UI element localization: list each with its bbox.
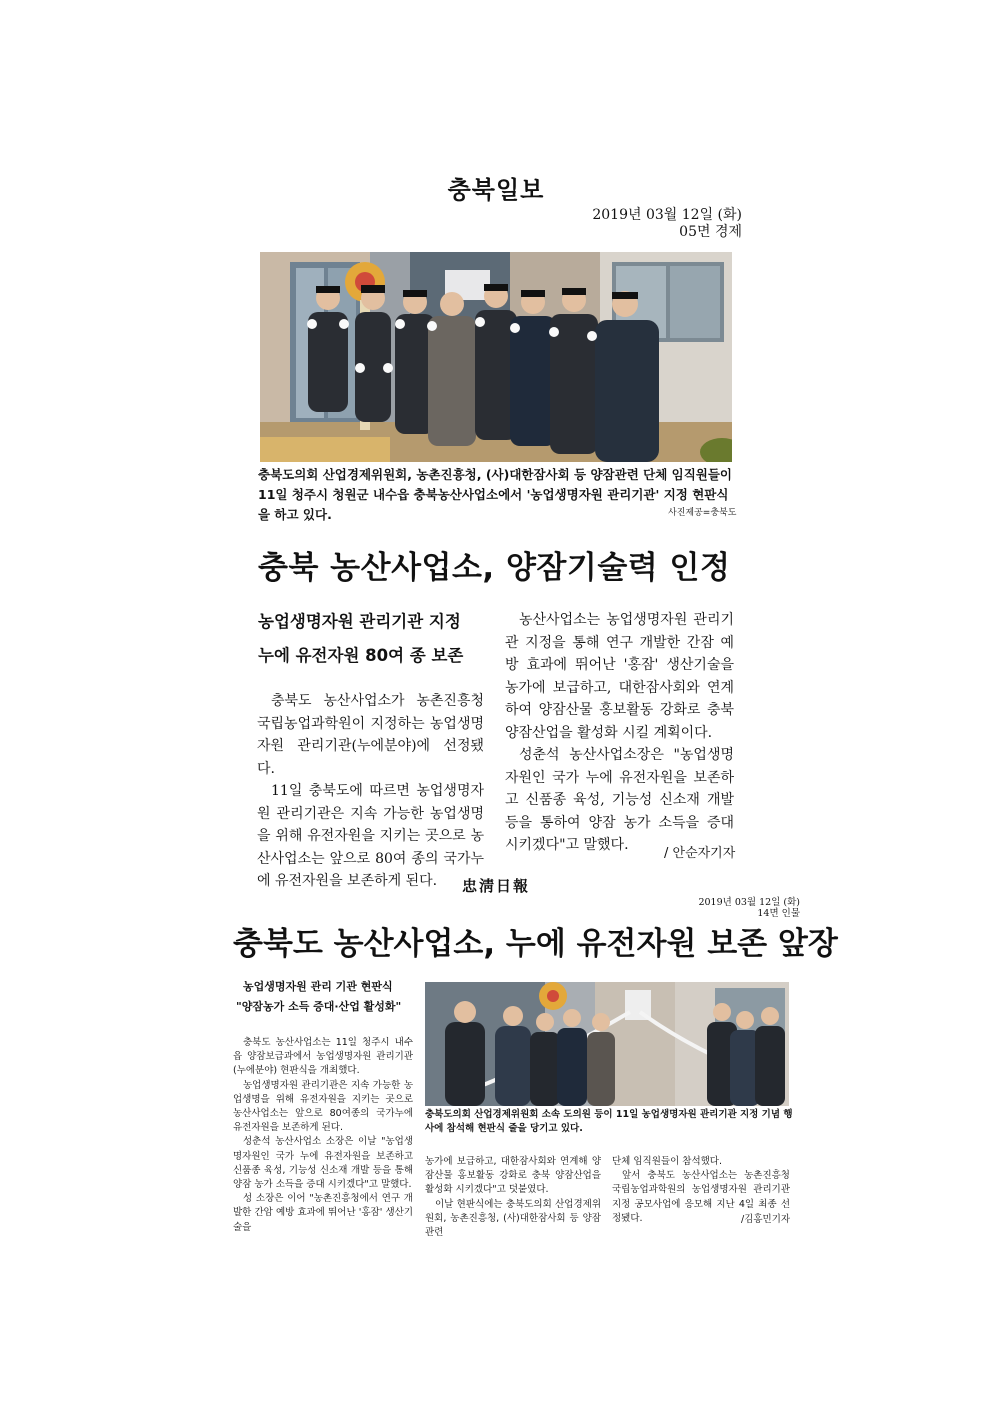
article2-section: 14면 인물: [757, 908, 800, 919]
article2-paragraph: 농가에 보급하고, 대한잠사회와 연계해 양잠산물 홍보활동 강화로 충북 양잠산업을 활성화 시키겠다"고 덧붙였다.: [425, 1156, 601, 1196]
article1-body-left: [257, 690, 484, 893]
article2-subheadline-1: 농업생명자원 관리 기관 현판식: [243, 980, 393, 993]
article1-paragraph: 농산사업소는 농업생명자원 관리기관 지정을 통해 연구 개발한 간잠 예방 효과에 뛰어난 '홍잠' 생산기술을 농가에 보급하고, 대한잠사회와 연계하여 양잠산물 홍보활동 강화로 충북 양잠산업을 활성화 시킬 계획이다.: [505, 612, 734, 741]
article1-paper-name: 충북일보: [447, 175, 545, 204]
article2-paragraph: 이날 현판식에는 충북도의회 산업경제위원회, 농촌진흥청, (사)대한잠사회 등 양잠관련: [425, 1198, 601, 1239]
article1-photo: [260, 252, 732, 462]
article2-paragraph: 단체 임직원들이 참석했다.: [612, 1156, 723, 1167]
article2-paragraph: 성춘석 농산사업소 소장은 이날 "농업생명자원인 국가 누에 유전자원을 보존하고 신품종 육성, 기능성 신소재 개발 등을 통해 양잠 농가 소득을 증대 시키겠다"고 말했다.: [233, 1136, 413, 1191]
article2-photo: [425, 982, 789, 1106]
article2-date: 2019년 03월 12일 (화): [698, 897, 800, 908]
article1-body-right: [505, 609, 734, 857]
article2-dateline: [698, 897, 800, 919]
article2-byline: /김홍민기자: [741, 1214, 791, 1225]
article2-body-middle: [425, 1155, 601, 1240]
ribbon-pulling-photo-illustration: [425, 982, 789, 1106]
article1-dateline: [592, 207, 742, 241]
article1-paragraph: 성춘석 농산사업소장은 "농업생명자원인 국가 누에 유전자원을 보존하고 신품종 육성, 기능성 신소재 개발 등을 통하여 양잠 농가 소득을 증대 시키겠다"고 말했다.: [505, 747, 734, 853]
article1-section: 05면 경제: [679, 224, 742, 240]
ceremony-photo-illustration: [260, 252, 732, 462]
article1-subheadline-2: 누에 유전자원 80여 종 보존: [258, 646, 464, 665]
article1-subheadline-1: 농업생명자원 관리기관 지정: [258, 612, 461, 631]
article2-paragraph: 농업생명자원 관리기관은 지속 가능한 농업생명을 위해 유전자원을 지키는 곳으로 농산사업소는 앞으로 80여종의 국가누에 유전자원을 보존하게 된다.: [233, 1079, 413, 1134]
article2-paper-name: 忠淸日報: [461, 877, 530, 895]
article2-subheadline-2: "양잠농가 소득 증대·산업 활성화": [236, 1000, 402, 1013]
article2-headline: 충북도 농산사업소, 누에 유전자원 보존 앞장: [233, 926, 838, 962]
article1-paragraph: 충북도 농산사업소가 농촌진흥청 국립농업과학원이 지정하는 농업생명자원 관리기관(누에분야)에 선정됐다.: [257, 693, 484, 777]
article2-photo-caption: 충북도의회 산업경제위원회 소속 도의원 등이 11일 농업생명자원 관리기관 지정 기념 행사에 참석해 현판식 줄을 당기고 있다.: [425, 1109, 793, 1134]
article1-photo-credit: 사진제공=충북도: [668, 508, 737, 518]
article2-paragraph: 충북도 농산사업소는 11일 청주시 내수읍 양잠보급과에서 농업생명자원 관리기관(누에분야) 현판식을 개최했다.: [233, 1037, 413, 1077]
article2-paragraph: 성 소장은 이어 "농촌진흥청에서 연구 개발한 간암 예방 효과에 뛰어난 '홍잠' 생산기술을: [233, 1193, 413, 1233]
article1-photo-caption: [258, 465, 736, 525]
article1-byline: / 안순자기자: [664, 846, 736, 861]
article2-body-left: [233, 1036, 413, 1235]
article1-date: 2019년 03월 12일 (화): [592, 207, 742, 223]
article2-paragraph: 앞서 충북도 농산사업소는 농촌진흥청 국립농업과학원의 농업생명자원 관리기관 지정 공모사업에 응모해 지난 4일 최종 선정됐다.: [612, 1170, 790, 1224]
article1-headline: 충북 농산사업소, 양잠기술력 인정: [258, 550, 731, 586]
article1-paragraph: 11일 충북도에 따르면 농업생명자원 관리기관은 지속 가능한 농업생명을 위해 유전자원을 지키는 곳으로 농산사업소는 앞으로 80여 종의 국가누에 유전자원을 보존하게 된다.: [257, 783, 484, 889]
article1-caption-text: 충북도의회 산업경제위원회, 농촌진흥청, (사)대한잠사회 등 양잠관련 단체 임직원들이 11일 청주시 청원군 내수읍 충북농산사업소에서 '농업생명자원 관리기관' 지정 현판식을 하고 있다.: [258, 467, 733, 522]
